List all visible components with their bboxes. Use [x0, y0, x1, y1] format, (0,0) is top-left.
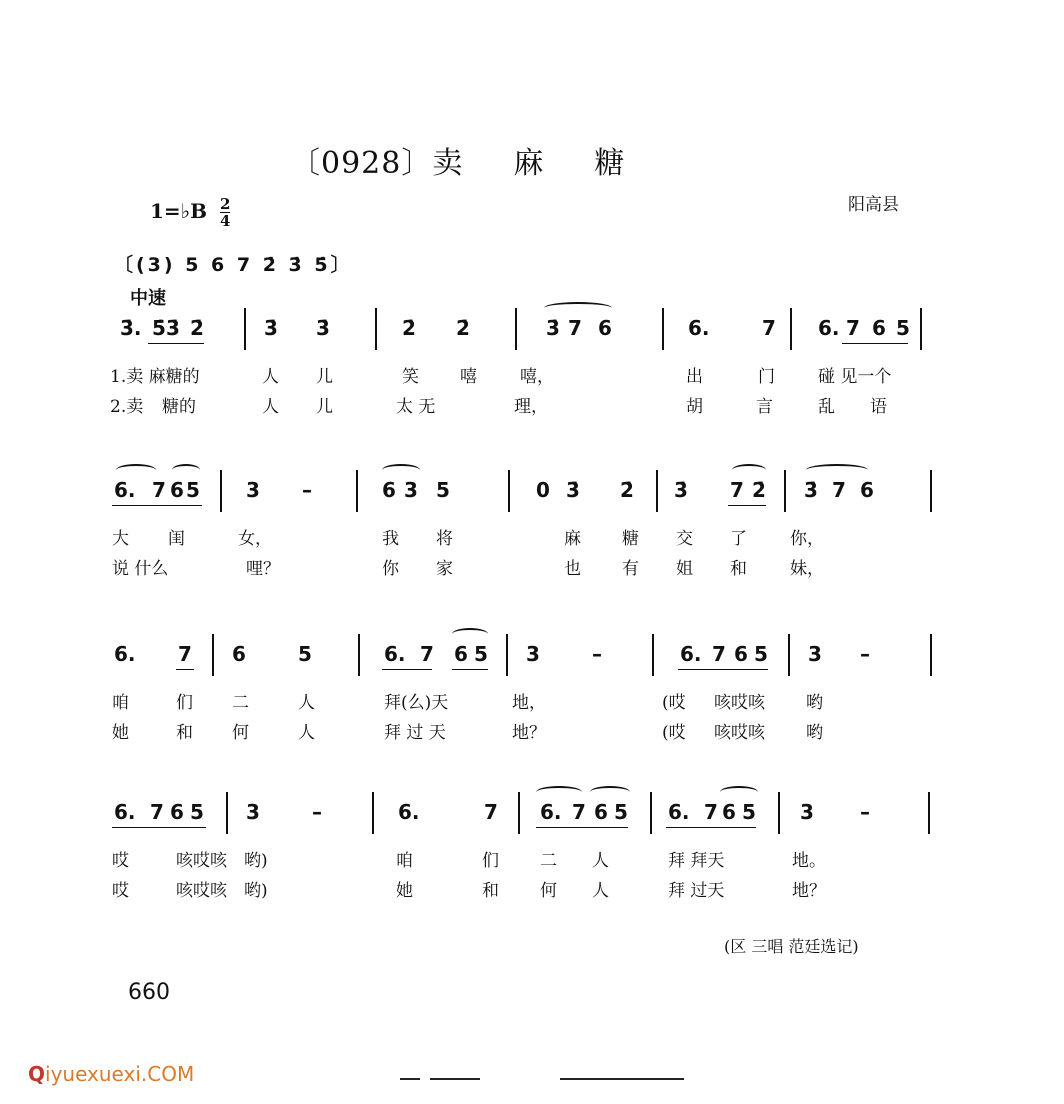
- lyric-verse-2: 姐: [676, 559, 693, 579]
- lyric-verse-1: 糖: [622, 529, 639, 549]
- slur: [544, 302, 612, 314]
- intro-line: 〔(3) 5 6 7 2̇ 3̇ 5̇〕: [114, 254, 353, 276]
- lyric-verse-2: 2.卖: [110, 397, 144, 417]
- lyric-verse-2: 说 什么: [112, 559, 169, 579]
- footer-mark: [400, 1078, 420, 1080]
- lyric-verse-2: 糖的: [162, 397, 196, 417]
- note: 2̇: [620, 478, 634, 502]
- note: 6.: [114, 478, 136, 502]
- note: 7: [832, 478, 846, 502]
- lyric-verse-1: 哟: [806, 693, 823, 713]
- bar-line: [784, 470, 786, 512]
- lyric-verse-2: 咳哎咳: [714, 723, 765, 743]
- slur: [806, 464, 868, 476]
- lyric-verse-1: 咳哎咳: [714, 693, 765, 713]
- slur: [536, 786, 582, 798]
- note: 5: [474, 642, 488, 666]
- watermark: Qiyuexuexi.COM: [28, 1062, 195, 1086]
- bar-line: [662, 308, 664, 350]
- bar-line: [508, 470, 510, 512]
- note: 3: [246, 800, 260, 824]
- bar-line: [788, 634, 790, 676]
- lyric-verse-1: 门: [758, 367, 775, 387]
- lyric-verse-2: 胡: [686, 397, 703, 417]
- note: 6: [734, 642, 748, 666]
- note: 3̇: [316, 316, 330, 340]
- note: 5: [896, 316, 910, 340]
- note: 3: [526, 642, 540, 666]
- bar-line: [356, 470, 358, 512]
- lyric-verse-1: 咳哎咳: [176, 851, 227, 871]
- note: 3: [246, 478, 260, 502]
- lyric-verse-1: 嘻: [460, 367, 477, 387]
- lyric-verse-1: 拜(么)天: [384, 693, 449, 713]
- title-number: 〔0928〕卖: [290, 146, 464, 181]
- beam-underline: [728, 505, 766, 506]
- note: 7: [484, 800, 498, 824]
- lyric-verse-2: 和: [482, 881, 499, 901]
- lyric-verse-1: 哟): [244, 851, 268, 871]
- lyric-verse-2: 太 无: [396, 397, 436, 417]
- bar-line: [375, 308, 377, 350]
- lyric-verse-2: 妹，: [790, 559, 824, 579]
- note: 3̇: [264, 316, 278, 340]
- note: 7: [762, 316, 776, 340]
- footer-mark: [430, 1078, 480, 1080]
- lyric-verse-2: 哩？: [246, 559, 280, 579]
- note: 5: [436, 478, 450, 502]
- lyric-verse-1: 将: [436, 529, 453, 549]
- beam-underline: [382, 669, 432, 670]
- slur: [720, 786, 758, 798]
- bar-line: [928, 792, 930, 834]
- slur: [382, 464, 420, 476]
- lyric-verse-2: 咳哎咳: [176, 881, 227, 901]
- note: 2̇: [190, 316, 204, 340]
- beam-underline: [164, 343, 204, 344]
- lyric-verse-2: 乱: [818, 397, 835, 417]
- note: 6.: [384, 642, 406, 666]
- lyric-verse-2: 哟): [244, 881, 268, 901]
- note: 7: [846, 316, 860, 340]
- lyric-verse-1: 地。: [792, 851, 826, 871]
- lyric-verse-1: 人: [592, 851, 609, 871]
- note: 7: [420, 642, 434, 666]
- lyric-verse-1: 二: [540, 851, 557, 871]
- bar-line: [244, 308, 246, 350]
- slur: [590, 786, 630, 798]
- lyric-verse-1: 嘻，: [520, 367, 554, 387]
- note: 6.: [398, 800, 420, 824]
- note: 6.: [540, 800, 562, 824]
- note: 6: [382, 478, 396, 502]
- lyric-verse-2: 她: [112, 723, 129, 743]
- lyric-verse-1: 咱: [112, 693, 129, 713]
- bar-line: [372, 792, 374, 834]
- bar-line: [920, 308, 922, 350]
- note: 6.: [818, 316, 840, 340]
- note: 5: [614, 800, 628, 824]
- footer-mark: [560, 1078, 684, 1080]
- bar-line: [650, 792, 652, 834]
- bar-line: [778, 792, 780, 834]
- lyric-verse-2: 地？: [792, 881, 826, 901]
- lyric-verse-2: 人: [262, 397, 279, 417]
- lyric-verse-2: 人: [298, 723, 315, 743]
- note: 6.: [114, 642, 136, 666]
- note: 5̇: [152, 316, 166, 340]
- beam-underline: [112, 505, 170, 506]
- note: 6: [232, 642, 246, 666]
- lyric-verse-2: 何: [540, 881, 557, 901]
- lyric-verse-2: (哎: [662, 723, 686, 743]
- title-word-3: 糖: [594, 146, 626, 181]
- lyric-verse-2: 何: [232, 723, 249, 743]
- slur: [732, 464, 766, 476]
- lyric-verse-1: 闺: [168, 529, 185, 549]
- lyric-verse-2: 哎: [112, 881, 129, 901]
- note: –: [302, 478, 312, 502]
- note: 6: [598, 316, 612, 340]
- lyric-verse-2: 拜 过 天: [384, 723, 446, 743]
- note: 3̇: [546, 316, 560, 340]
- note: –: [860, 642, 870, 666]
- lyric-verse-2: 理，: [514, 397, 548, 417]
- lyric-verse-2: 有: [622, 559, 639, 579]
- bar-line: [515, 308, 517, 350]
- note: 6: [594, 800, 608, 824]
- song-title: [290, 138, 625, 182]
- note: 7: [568, 316, 582, 340]
- lyric-verse-1: 碰 见一个: [818, 367, 892, 387]
- beam-underline: [112, 827, 206, 828]
- note: 6.: [114, 800, 136, 824]
- note: 3: [808, 642, 822, 666]
- lyric-verse-1: 大: [112, 529, 129, 549]
- note: 0: [536, 478, 550, 502]
- beam-underline: [168, 505, 202, 506]
- beam-underline: [536, 827, 628, 828]
- note: 3̇.: [120, 316, 142, 340]
- note: 5: [190, 800, 204, 824]
- lyric-verse-1: 了: [730, 529, 747, 549]
- lyric-verse-1: 出: [686, 367, 703, 387]
- lyric-verse-1: 儿: [316, 367, 333, 387]
- page-number: 660: [128, 980, 170, 1005]
- note: 6: [170, 478, 184, 502]
- key-signature: 1=♭B $\frac{2}{4}$: [150, 195, 231, 230]
- note: 5: [754, 642, 768, 666]
- note: 2̇: [752, 478, 766, 502]
- lyric-verse-1: 人: [262, 367, 279, 387]
- note: 6: [454, 642, 468, 666]
- lyric-verse-2: 和: [730, 559, 747, 579]
- bar-line: [656, 470, 658, 512]
- note: 7: [152, 478, 166, 502]
- note: –: [312, 800, 322, 824]
- note: 6: [860, 478, 874, 502]
- lyric-verse-1: 咱: [396, 851, 413, 871]
- lyric-verse-1: 1.卖 麻糖的: [110, 367, 200, 387]
- beam-underline: [678, 669, 768, 670]
- note: 6: [872, 316, 886, 340]
- lyric-verse-1: 哎: [112, 851, 129, 871]
- note: 5: [186, 478, 200, 502]
- note: 3̇: [566, 478, 580, 502]
- beam-underline: [666, 827, 756, 828]
- lyric-verse-1: 笑: [402, 367, 419, 387]
- lyric-verse-2: 语: [870, 397, 887, 417]
- note: 6: [170, 800, 184, 824]
- note: 7: [572, 800, 586, 824]
- slur: [116, 464, 156, 476]
- bar-line: [930, 470, 932, 512]
- beam-underline: [842, 343, 908, 344]
- note: 2̇: [456, 316, 470, 340]
- note: 6: [722, 800, 736, 824]
- lyric-verse-2: 儿: [316, 397, 333, 417]
- lyric-verse-1: 麻: [564, 529, 581, 549]
- note: –: [592, 642, 602, 666]
- bar-line: [220, 470, 222, 512]
- lyric-verse-1: 我: [382, 529, 399, 549]
- title-word-2: 麻: [513, 146, 545, 181]
- note: 7: [704, 800, 718, 824]
- note: –: [860, 800, 870, 824]
- note: 3: [800, 800, 814, 824]
- bar-line: [790, 308, 792, 350]
- note: 6.: [680, 642, 702, 666]
- note: 7: [150, 800, 164, 824]
- note: 7: [712, 642, 726, 666]
- lyric-verse-2: 也: [564, 559, 581, 579]
- note: 5: [298, 642, 312, 666]
- lyric-verse-2: 哟: [806, 723, 823, 743]
- bar-line: [358, 634, 360, 676]
- lyric-verse-2: 和: [176, 723, 193, 743]
- bar-line: [506, 634, 508, 676]
- note: 7: [730, 478, 744, 502]
- lyric-verse-2: 言: [756, 397, 773, 417]
- lyric-verse-1: 拜 拜天: [668, 851, 725, 871]
- note: 2̇: [402, 316, 416, 340]
- lyric-verse-1: 们: [176, 693, 193, 713]
- beam-underline: [452, 669, 488, 670]
- note: 3: [404, 478, 418, 502]
- lyric-verse-2: 她: [396, 881, 413, 901]
- lyric-verse-2: 人: [592, 881, 609, 901]
- beam-underline: [176, 669, 194, 670]
- note: 3̇: [166, 316, 180, 340]
- note: 6.: [668, 800, 690, 824]
- note: 6.: [688, 316, 710, 340]
- note: 3̇: [674, 478, 688, 502]
- bar-line: [212, 634, 214, 676]
- lyric-verse-1: 二: [232, 693, 249, 713]
- bar-line: [930, 634, 932, 676]
- lyric-verse-1: 人: [298, 693, 315, 713]
- lyric-verse-2: 家: [436, 559, 453, 579]
- lyric-verse-1: 地，: [512, 693, 546, 713]
- region-label: 阳高县: [848, 195, 899, 215]
- lyric-verse-1: 们: [482, 851, 499, 871]
- note: 7: [178, 642, 192, 666]
- lyric-verse-1: 女，: [238, 529, 272, 549]
- time-signature: $\frac{2}{4}$: [219, 195, 231, 230]
- lyric-verse-1: (哎: [662, 693, 686, 713]
- note: 5: [742, 800, 756, 824]
- bar-line: [518, 792, 520, 834]
- slur: [172, 464, 200, 476]
- tempo-marking: 中速: [130, 288, 166, 309]
- lyric-verse-2: 你: [382, 559, 399, 579]
- lyric-verse-2: 地？: [512, 723, 546, 743]
- credit-line: (区 三唱 范廷选记): [724, 937, 859, 956]
- note: 3̇: [804, 478, 818, 502]
- lyric-verse-1: 你，: [790, 529, 824, 549]
- bar-line: [652, 634, 654, 676]
- lyric-verse-1: 交: [676, 529, 693, 549]
- bar-line: [226, 792, 228, 834]
- lyric-verse-2: 拜 过天: [668, 881, 725, 901]
- slur: [452, 628, 488, 640]
